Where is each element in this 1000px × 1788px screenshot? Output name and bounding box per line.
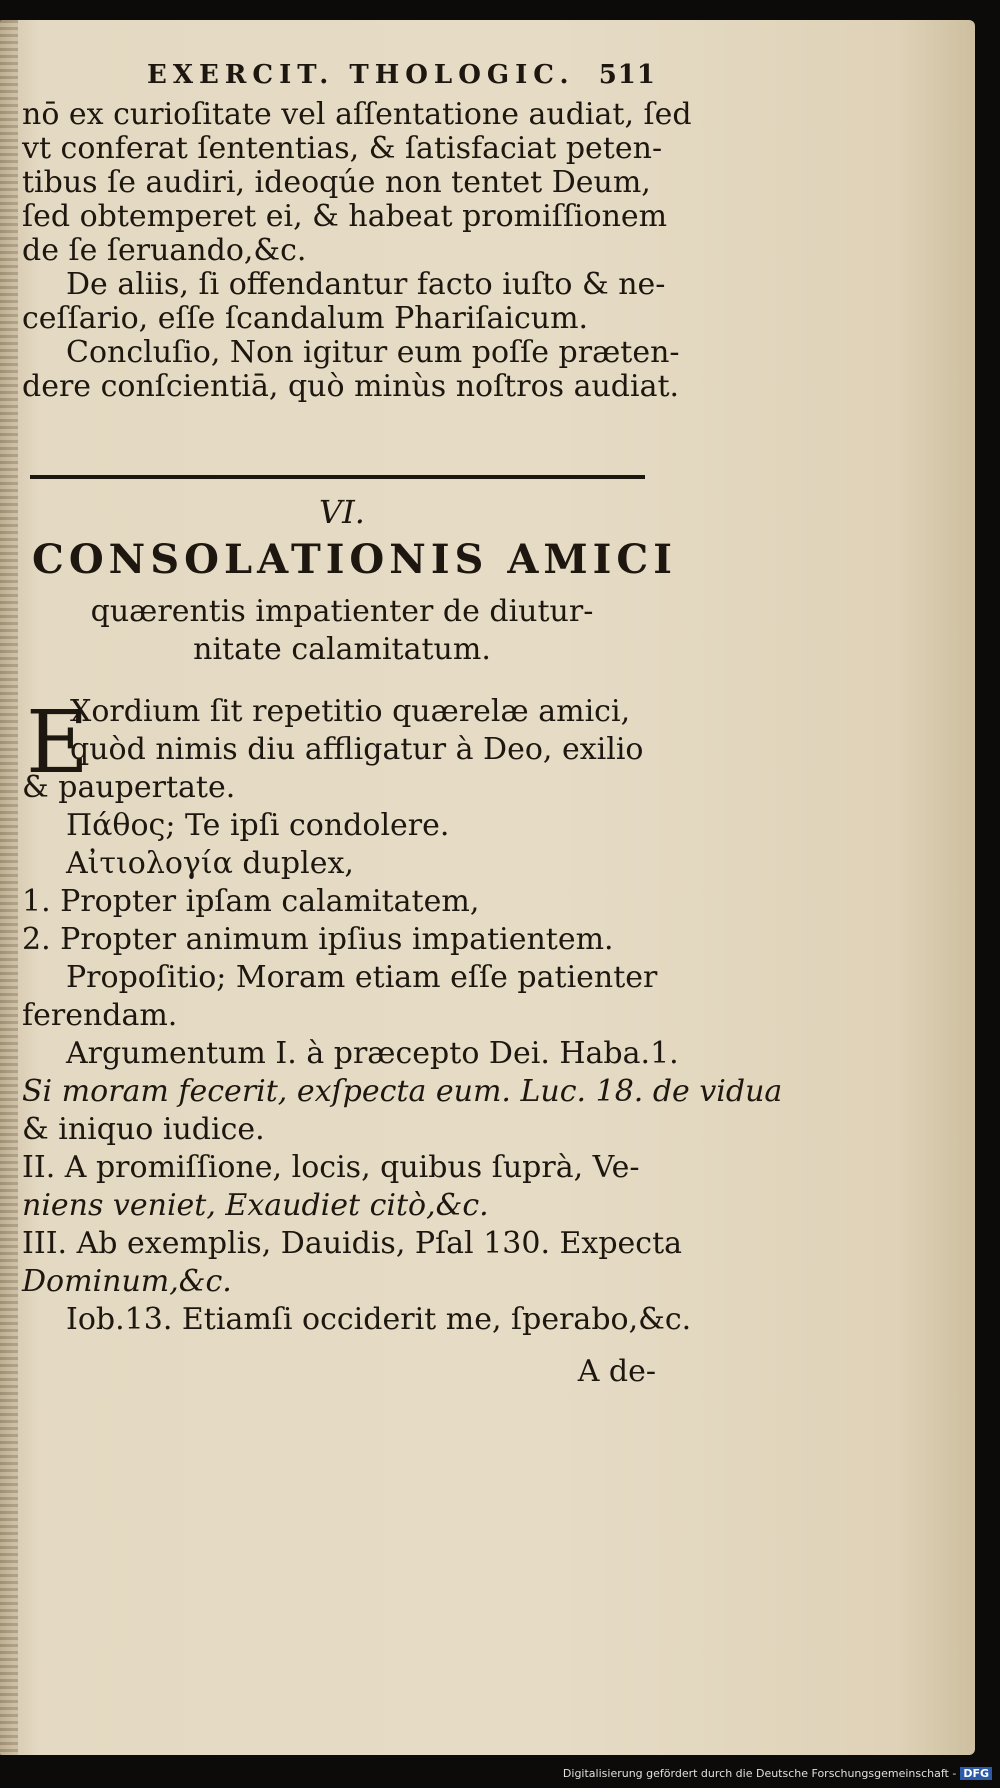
section-number: VI.: [319, 493, 365, 531]
text-line: Αἰτιολογία duplex,: [66, 846, 354, 881]
text-line: Si moram fecerit, exſpecta eum. Luc. 18. de vidua: [22, 1074, 783, 1109]
text-line: de ſe ſeruando,&c.: [22, 233, 307, 268]
text-line: 2. Propter animum ipſius impatientem.: [22, 922, 614, 957]
section-subtitle: quærentis impatienter de diutur-: [90, 594, 594, 629]
text-line: Dominum,&c.: [22, 1264, 232, 1299]
text-line: Propoſitio; Moram etiam eſſe patienter: [66, 960, 658, 995]
top-paragraph: [22, 97, 692, 408]
text-line: tibus ſe audiri, ideoqúe non tentet Deum,: [22, 165, 651, 200]
text-line: II. A promiſſione, locis, quibus ſuprà, Ve-: [22, 1150, 640, 1185]
catchword: A de-: [577, 1354, 656, 1389]
text-line: 1. Propter ipſam calamitatem,: [22, 884, 480, 919]
section-title: CONSOLATIONIS AMICI: [32, 536, 677, 583]
text-line: Argumentum I. à præcepto Dei. Haba.1.: [66, 1036, 679, 1071]
text-line: III. Ab exemplis, Dauidis, Pſal 130. Expecta: [22, 1226, 683, 1261]
page-edge: [0, 20, 18, 1755]
text-line: quòd nimis diu affligatur à Deo, exilio: [70, 732, 644, 767]
text-line: De aliis, ſi offendantur facto iuſto & ne-: [66, 267, 666, 302]
text-line: dere conſcientiā, quò minùs noſtros audiat.: [22, 369, 680, 404]
page-number: 511: [598, 60, 656, 90]
text-line: Iob.13. Etiamſi occiderit me, ſperabo,&c.: [66, 1302, 692, 1337]
text-line: niens veniet, Exaudiet citò,&c.: [22, 1188, 489, 1223]
text-line: vt conferat ſententias, & ſatisfaciat peten-: [22, 131, 663, 166]
body-text: [22, 694, 783, 1355]
text-line: & iniquo iudice.: [22, 1112, 265, 1147]
dfg-logo: DFG: [960, 1767, 992, 1780]
section-heading: [22, 493, 677, 675]
text-line: & paupertate.: [22, 770, 236, 805]
text-line: nō ex curioſitate vel aſſentatione audiat, ſed: [22, 97, 692, 132]
running-head: EXERCIT. THOLOGIC.: [147, 60, 575, 90]
catchword-row: [22, 1355, 662, 1395]
text-line: ſed obtemperet ei, & habeat promiſſionem: [22, 199, 668, 234]
text-line: Xordium ſit repetitio quærelæ amici,: [70, 694, 631, 729]
footer-text: Digitalisierung gefördert durch die Deutsche Forschungsgemeinschaft -: [562, 1767, 957, 1780]
text-line: Concluſio, Non igitur eum poſſe præten-: [66, 335, 680, 370]
drop-cap: E: [26, 693, 89, 793]
section-rule: [30, 475, 645, 479]
section-subtitle: nitate calamitatum.: [193, 632, 491, 667]
digitization-footer: [563, 1767, 992, 1780]
text-line: ceſſario, eſſe ſcandalum Phariſaicum.: [22, 301, 589, 336]
text-line: ferendam.: [22, 998, 178, 1033]
running-header: [22, 58, 662, 98]
text-line: Πάθος; Te ipſi condolere.: [66, 808, 450, 843]
